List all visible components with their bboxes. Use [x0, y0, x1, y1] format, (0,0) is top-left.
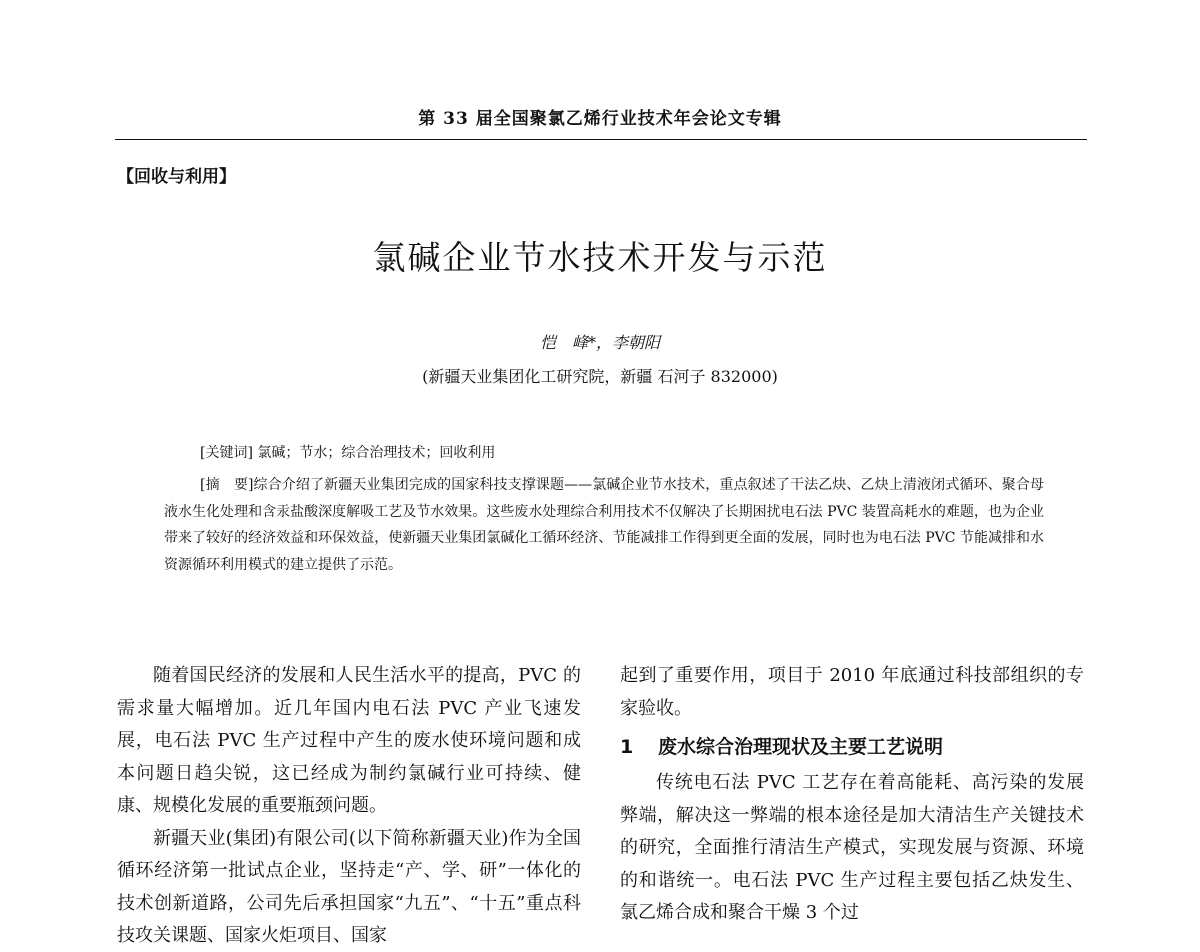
abstract-label: [摘 要]	[200, 477, 254, 493]
section-title: 废水综合治理现状及主要工艺说明	[658, 736, 944, 758]
section-heading	[620, 727, 1084, 767]
section-tag: 【回收与利用】	[117, 167, 236, 187]
paper-title: 氯碱企业节水技术开发与示范	[372, 238, 828, 277]
header-rule	[115, 139, 1087, 140]
abstract	[164, 472, 1044, 578]
left-column	[117, 660, 581, 952]
abstract-text: 综合介绍了新疆天业集团完成的国家科技支撑课题——氯碱企业节水技术，重点叙述了干法乙炔、乙炔上清液闭式循环、聚合母液水生化处理和含汞盐酸深度解吸工艺及节水效果。这些废水处理综合利用技术不仅解决了长期困扰电石法 PVC 装置高耗水的难题，也为企业带来了较好的经济效益和环保效益，使新疆天业集团氯碱化工循环经济、节能减排工作得到更全面的发展，同时也为电石法 PVC 节能减排和水资源循环利用模式的建立提供了示范。	[164, 477, 1044, 573]
left-paragraph-2: 新疆天业(集团)有限公司(以下简称新疆天业)作为全国循环经济第一批试点企业，坚持走“产、学、研”一体化的技术创新道路，公司先后承担国家“九五”、“十五”重点科技攻关课题、国家火炬项目、国家	[117, 827, 581, 946]
section-number: 1	[620, 736, 634, 758]
right-column	[620, 660, 1084, 952]
right-paragraph-2: 传统电石法 PVC 工艺存在着高能耗、高污染的发展弊端，解决这一弊端的根本途径是加大清洁生产关键技术的研究，全面推行清洁生产模式，实现发展与资源、环境的和谐统一。电石法 PVC 生产过程主要包括乙炔发生、氯乙烯合成和聚合干燥 3 个过	[620, 772, 1084, 923]
keywords: [关键词] 氯碱；节水；综合治理技术；回收利用	[200, 445, 496, 461]
right-paragraph-continued: 起到了重要作用，项目于 2010 年底通过科技部组织的专家验收。	[620, 665, 1084, 719]
authors: 恺 峰*，李朝阳	[539, 333, 660, 352]
affiliation: (新疆天业集团化工研究院，新疆 石河子 832000)	[422, 367, 778, 386]
left-paragraph-1: 随着国民经济的发展和人民生活水平的提高，PVC 的需求量大幅增加。近几年国内电石法 PVC 产业飞速发展，电石法 PVC 生产过程中产生的废水使环境问题和成本问题日趋尖锐，这已经成为制约氯碱行业可持续、健康、规模化发展的重要瓶颈问题。	[117, 665, 581, 816]
running-header: 第 33 届全国聚氯乙烯行业技术年会论文专辑	[418, 109, 782, 129]
